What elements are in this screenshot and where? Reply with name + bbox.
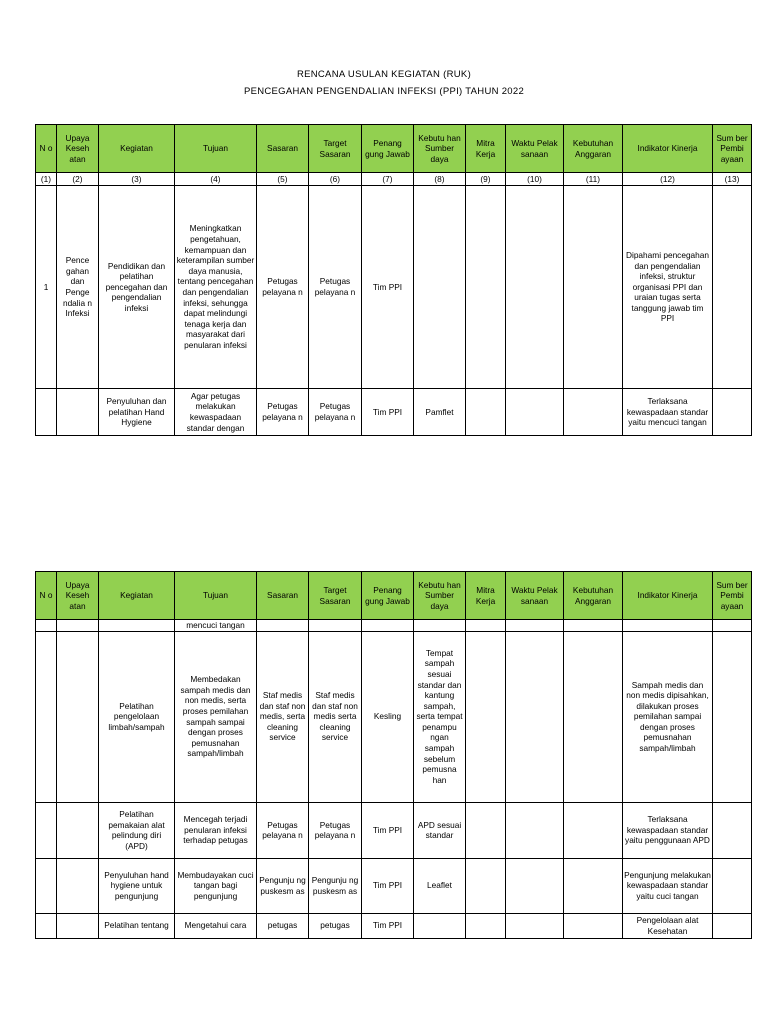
- column-number-row: [36, 173, 752, 186]
- column-header: Sum ber Pembi ayaan: [713, 572, 752, 620]
- column-header: Target Sasaran: [309, 125, 362, 173]
- cell-penanggung-jawab: Tim PPI: [362, 913, 414, 938]
- cell-penanggung-jawab: [362, 620, 414, 632]
- cell-pembiayaan: [713, 802, 752, 858]
- cell-target: petugas: [309, 913, 362, 938]
- cell-sasaran: Staf medis dan staf non medis, serta cleaning service: [257, 631, 309, 802]
- cell-sasaran: petugas: [257, 913, 309, 938]
- table-row: [36, 620, 752, 632]
- column-number: (10): [506, 173, 564, 186]
- column-header: Upaya Keseh atan: [57, 125, 99, 173]
- cell-indikator: Terlaksana kewaspadaan standar yaitu mencuci tangan: [623, 389, 713, 436]
- cell-no: [36, 389, 57, 436]
- cell-penanggung-jawab: Kesling: [362, 631, 414, 802]
- cell-mitra: [466, 913, 506, 938]
- table-row: [36, 631, 752, 802]
- document-title: RENCANA USULAN KEGIATAN (RUK): [296, 69, 472, 80]
- cell-indikator: Pengunjung melakukan kewaspadaan standar yaitu cuci tangan: [623, 858, 713, 913]
- cell-anggaran: [564, 631, 623, 802]
- column-header: N o: [36, 125, 57, 173]
- column-header: Target Sasaran: [309, 572, 362, 620]
- column-header: Sasaran: [257, 572, 309, 620]
- table-row: [36, 913, 752, 938]
- document-subtitle: PENCEGAHAN PENGENDALIAN INFEKSI (PPI) TAHUN 2022: [243, 86, 525, 97]
- cell-sumber-daya: APD sesuai standar: [414, 802, 466, 858]
- cell-anggaran: [564, 913, 623, 938]
- cell-tujuan: Membedakan sampah medis dan non medis, serta proses pemilahan sampah sampai dengan proses pemusnahan sampah/limbah: [175, 631, 257, 802]
- cell-waktu: [506, 389, 564, 436]
- cell-sasaran: Pengunju ng puskesm as: [257, 858, 309, 913]
- cell-kegiatan: Pelatihan pemakaian alat pelindung diri (APD): [99, 802, 175, 858]
- cell-indikator: Pengelolaan alat Kesehatan: [623, 913, 713, 938]
- cell-tujuan: Agar petugas melakukan kewaspadaan standar dengan: [175, 389, 257, 436]
- column-header: Kebutu han Sumber daya: [414, 572, 466, 620]
- table-row: [36, 858, 752, 913]
- column-header: Tujuan: [175, 125, 257, 173]
- column-header: Penang gung Jawab: [362, 125, 414, 173]
- cell-penanggung-jawab: Tim PPI: [362, 186, 414, 389]
- table-row: [36, 389, 752, 436]
- cell-upaya: [57, 389, 99, 436]
- column-number: (4): [175, 173, 257, 186]
- column-header: Indikator Kinerja: [623, 572, 713, 620]
- cell-target: Petugas pelayana n: [309, 186, 362, 389]
- column-number: (12): [623, 173, 713, 186]
- column-header: Mitra Kerja: [466, 125, 506, 173]
- column-header: Upaya Keseh atan: [57, 572, 99, 620]
- cell-sumber-daya: [414, 913, 466, 938]
- cell-no: [36, 802, 57, 858]
- cell-kegiatan: [99, 620, 175, 632]
- cell-no: 1: [36, 186, 57, 389]
- table-header-row: [36, 125, 752, 173]
- cell-tujuan: Meningkatkan pengetahuan, kemampuan dan keterampilan sumber daya manusia, tentang pencegahan dan pengendalian infeksi, sehungga dapat melindungi tenaga kerja dan masyarakat dari penularan infeksi: [175, 186, 257, 389]
- column-header: Sum ber Pembi ayaan: [713, 125, 752, 173]
- column-header: Kebutuhan Anggaran: [564, 125, 623, 173]
- column-header: Waktu Pelak sanaan: [506, 572, 564, 620]
- column-header: Tujuan: [175, 572, 257, 620]
- cell-sumber-daya: [414, 186, 466, 389]
- cell-waktu: [506, 620, 564, 632]
- column-header: Sasaran: [257, 125, 309, 173]
- table-row: [36, 802, 752, 858]
- cell-sasaran: Petugas pelayana n: [257, 186, 309, 389]
- cell-pembiayaan: [713, 631, 752, 802]
- cell-tujuan: Mengetahui cara: [175, 913, 257, 938]
- cell-sumber-daya: Pamflet: [414, 389, 466, 436]
- column-number: (5): [257, 173, 309, 186]
- cell-waktu: [506, 913, 564, 938]
- cell-pembiayaan: [713, 913, 752, 938]
- cell-indikator: Sampah medis dan non medis dipisahkan, dilakukan proses pemilahan sampai dengan proses pemusnahan sampah/limbah: [623, 631, 713, 802]
- cell-target: Petugas pelayana n: [309, 389, 362, 436]
- column-number: (3): [99, 173, 175, 186]
- cell-tujuan: Membudayakan cuci tangan bagi pengunjung: [175, 858, 257, 913]
- cell-mitra: [466, 620, 506, 632]
- cell-kegiatan: Penyuluhan hand hygiene untuk pengunjung: [99, 858, 175, 913]
- cell-mitra: [466, 858, 506, 913]
- cell-no: [36, 858, 57, 913]
- cell-kegiatan: Penyuluhan dan pelatihan Hand Hygiene: [99, 389, 175, 436]
- cell-pembiayaan: [713, 858, 752, 913]
- cell-penanggung-jawab: Tim PPI: [362, 389, 414, 436]
- cell-target: Pengunju ng puskesm as: [309, 858, 362, 913]
- cell-waktu: [506, 802, 564, 858]
- cell-kegiatan: Pelatihan tentang: [99, 913, 175, 938]
- cell-anggaran: [564, 802, 623, 858]
- cell-upaya: [57, 913, 99, 938]
- cell-anggaran: [564, 620, 623, 632]
- column-header: Kegiatan: [99, 572, 175, 620]
- column-number: (1): [36, 173, 57, 186]
- cell-anggaran: [564, 389, 623, 436]
- cell-upaya: Pence gahan dan Penge ndalia n Infeksi: [57, 186, 99, 389]
- cell-indikator: [623, 620, 713, 632]
- cell-target: [309, 620, 362, 632]
- cell-upaya: [57, 802, 99, 858]
- cell-penanggung-jawab: Tim PPI: [362, 802, 414, 858]
- cell-pembiayaan: [713, 620, 752, 632]
- column-number: (9): [466, 173, 506, 186]
- cell-sasaran: Petugas pelayana n: [257, 389, 309, 436]
- cell-upaya: [57, 858, 99, 913]
- cell-sumber-daya: [414, 620, 466, 632]
- cell-anggaran: [564, 186, 623, 389]
- cell-mitra: [466, 802, 506, 858]
- column-number: (13): [713, 173, 752, 186]
- cell-no: [36, 631, 57, 802]
- column-header: N o: [36, 572, 57, 620]
- cell-target: Staf medis dan staf non medis serta cleaning service: [309, 631, 362, 802]
- column-number: (2): [57, 173, 99, 186]
- cell-sumber-daya: Tempat sampah sesuai standar dan kantung sampah, serta tempat penampu ngan sampah sebelum pemusna han: [414, 631, 466, 802]
- cell-sasaran: [257, 620, 309, 632]
- cell-waktu: [506, 631, 564, 802]
- cell-waktu: [506, 858, 564, 913]
- cell-upaya: [57, 631, 99, 802]
- ruk-table-page-2: [35, 571, 752, 939]
- cell-anggaran: [564, 858, 623, 913]
- cell-mitra: [466, 389, 506, 436]
- cell-waktu: [506, 186, 564, 389]
- cell-mitra: [466, 186, 506, 389]
- cell-kegiatan: Pelatihan pengelolaan limbah/sampah: [99, 631, 175, 802]
- column-header: Indikator Kinerja: [623, 125, 713, 173]
- column-number: (8): [414, 173, 466, 186]
- ruk-table-page-1: [35, 124, 752, 436]
- column-number: (6): [309, 173, 362, 186]
- column-header: Mitra Kerja: [466, 572, 506, 620]
- cell-no: [36, 620, 57, 632]
- column-header: Kebutuhan Anggaran: [564, 572, 623, 620]
- cell-indikator: Dipahami pencegahan dan pengendalian infeksi, struktur organisasi PPI dan uraian tugas serta tanggung jawab tim PPI: [623, 186, 713, 389]
- cell-tujuan: mencuci tangan: [175, 620, 257, 632]
- column-header: Kebutu han Sumber daya: [414, 125, 466, 173]
- cell-kegiatan: Pendidikan dan pelatihan pencegahan dan pengendalian infeksi: [99, 186, 175, 389]
- column-header: Waktu Pelak sanaan: [506, 125, 564, 173]
- cell-no: [36, 913, 57, 938]
- cell-pembiayaan: [713, 389, 752, 436]
- cell-sumber-daya: Leaflet: [414, 858, 466, 913]
- cell-upaya: [57, 620, 99, 632]
- table-header-row: [36, 572, 752, 620]
- cell-tujuan: Mencegah terjadi penularan infeksi terhadap petugas: [175, 802, 257, 858]
- cell-mitra: [466, 631, 506, 802]
- table-row: [36, 186, 752, 389]
- column-header: Kegiatan: [99, 125, 175, 173]
- cell-target: Petugas pelayana n: [309, 802, 362, 858]
- column-header: Penang gung Jawab: [362, 572, 414, 620]
- cell-indikator: Terlaksana kewaspadaan standar yaitu penggunaan APD: [623, 802, 713, 858]
- cell-penanggung-jawab: Tim PPI: [362, 858, 414, 913]
- column-number: (7): [362, 173, 414, 186]
- column-number: (11): [564, 173, 623, 186]
- cell-sasaran: Petugas pelayana n: [257, 802, 309, 858]
- cell-pembiayaan: [713, 186, 752, 389]
